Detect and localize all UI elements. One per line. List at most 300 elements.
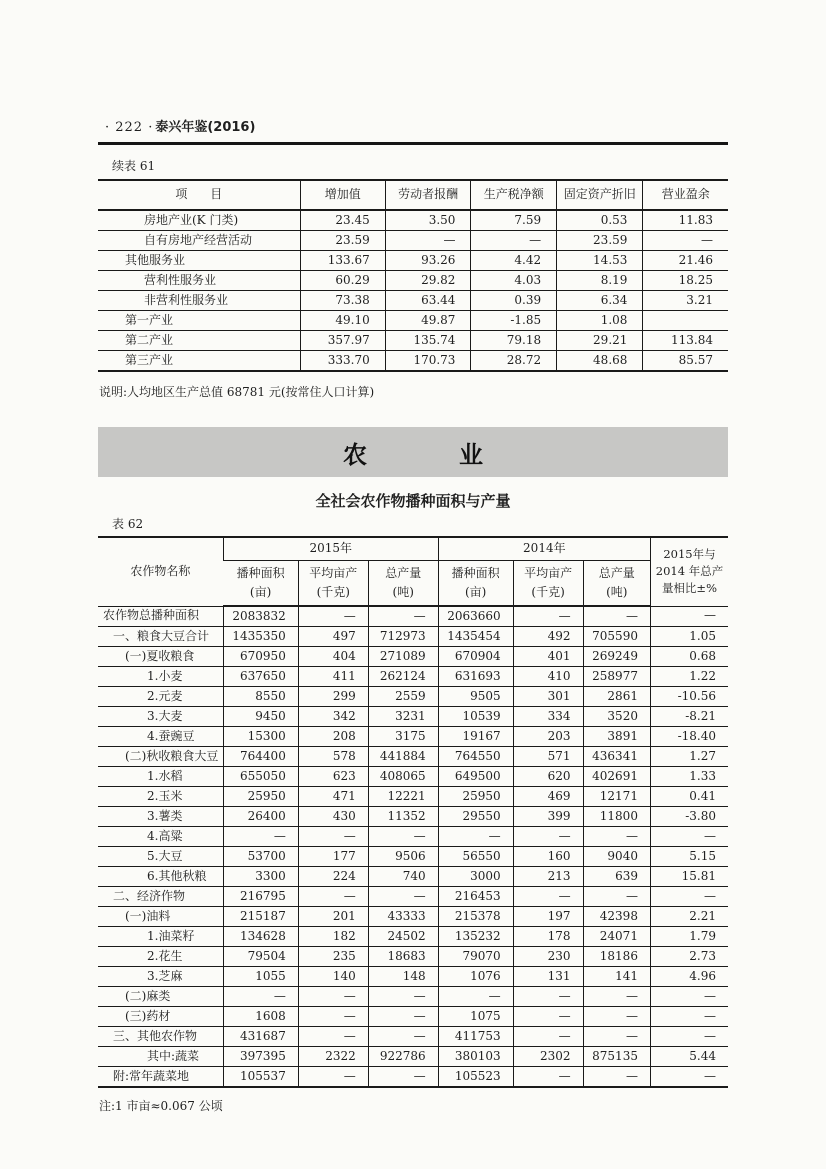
table-row xyxy=(98,251,728,271)
table-row xyxy=(98,667,728,687)
cell-value: 21.46 xyxy=(643,251,728,271)
cell-value: 1.79 xyxy=(650,927,728,947)
table-row xyxy=(98,927,728,947)
cell-value: 0.39 xyxy=(471,291,557,311)
row-label: 3.芝麻 xyxy=(98,967,223,987)
cell-value: — xyxy=(583,1067,650,1088)
cell-value: -1.85 xyxy=(471,311,557,331)
row-label: 房地产业(K 门类) xyxy=(98,210,300,231)
cell-value: 201 xyxy=(298,907,368,927)
cell-value: — xyxy=(223,987,298,1007)
cell-value: 3.50 xyxy=(385,210,471,231)
column-header-yield-2015 xyxy=(298,561,368,607)
cell-value: 235 xyxy=(298,947,368,967)
cell-value: 436341 xyxy=(583,747,650,767)
cell-value: 922786 xyxy=(368,1047,438,1067)
cell-value: 28.72 xyxy=(471,351,557,372)
row-label: 一、粮食大豆合计 xyxy=(98,627,223,647)
cell-value: 1435454 xyxy=(438,627,513,647)
header-rule xyxy=(98,142,728,145)
cell-value: — xyxy=(513,1007,583,1027)
table-row xyxy=(98,707,728,727)
cell-value: — xyxy=(471,231,557,251)
cell-value: 25950 xyxy=(223,787,298,807)
cell-value: -3.80 xyxy=(650,807,728,827)
table-row xyxy=(98,787,728,807)
cell-value: — xyxy=(298,987,368,1007)
cell-value: 2302 xyxy=(513,1047,583,1067)
header-unit: (千克) xyxy=(531,585,565,599)
table-62-crop-area-output xyxy=(98,536,728,1088)
cell-value: 215378 xyxy=(438,907,513,927)
column-header-depreciation: 固定资产折旧 xyxy=(557,180,643,210)
cell-value: 3520 xyxy=(583,707,650,727)
section-banner-agriculture xyxy=(98,427,728,477)
cell-value: 3300 xyxy=(223,867,298,887)
table-row xyxy=(98,351,728,372)
cell-value: 18683 xyxy=(368,947,438,967)
table-61-gdp-components xyxy=(98,179,728,372)
cell-value: 23.45 xyxy=(300,210,385,231)
cell-value: — xyxy=(513,827,583,847)
cell-value: — xyxy=(513,987,583,1007)
cell-value: 3891 xyxy=(583,727,650,747)
cell-value: — xyxy=(650,887,728,907)
cell-value: 712973 xyxy=(368,627,438,647)
table-row xyxy=(98,987,728,1007)
banner-char-left: 农 xyxy=(343,440,367,469)
cell-value: 213 xyxy=(513,867,583,887)
cell-value: 85.57 xyxy=(643,351,728,372)
cell-value: — xyxy=(298,1007,368,1027)
cell-value: — xyxy=(583,887,650,907)
header-unit: (吨) xyxy=(606,585,628,599)
page-number: · 222 · xyxy=(105,120,154,135)
table-row xyxy=(98,647,728,667)
cell-value: 105537 xyxy=(223,1067,298,1088)
cell-value: 12171 xyxy=(583,787,650,807)
column-header-item: 项 目 xyxy=(98,180,300,210)
cell-value: — xyxy=(298,1027,368,1047)
cell-value: 224 xyxy=(298,867,368,887)
cell-value: 79070 xyxy=(438,947,513,967)
cell-value: 4.03 xyxy=(471,271,557,291)
table-row xyxy=(98,627,728,647)
table-row xyxy=(98,331,728,351)
cell-value: -18.40 xyxy=(650,727,728,747)
cell-value: — xyxy=(583,1027,650,1047)
cell-value: 631693 xyxy=(438,667,513,687)
column-header-area-2015 xyxy=(223,561,298,607)
cell-value: 469 xyxy=(513,787,583,807)
cell-value: — xyxy=(650,987,728,1007)
cell-value: 431687 xyxy=(223,1027,298,1047)
cell-value: 11800 xyxy=(583,807,650,827)
cell-value: 131 xyxy=(513,967,583,987)
cell-value: 11.83 xyxy=(643,210,728,231)
header-line: 总产量 xyxy=(598,566,635,581)
table-row xyxy=(98,1027,728,1047)
cell-value: 23.59 xyxy=(557,231,643,251)
cell-value: — xyxy=(298,1067,368,1088)
cell-value: 269249 xyxy=(583,647,650,667)
table-row xyxy=(98,687,728,707)
cell-value: — xyxy=(368,987,438,1007)
cell-value: 215187 xyxy=(223,907,298,927)
page-content xyxy=(98,0,728,1114)
compare-line-1: 2015年与 xyxy=(663,546,716,561)
compare-line-2: 2014 年总产 xyxy=(655,564,724,579)
cell-value: 10539 xyxy=(438,707,513,727)
cell-value: 56550 xyxy=(438,847,513,867)
cell-value: 1.27 xyxy=(650,747,728,767)
cell-value: 1075 xyxy=(438,1007,513,1027)
cell-value: 93.26 xyxy=(385,251,471,271)
cell-value: 178 xyxy=(513,927,583,947)
cell-value: 2322 xyxy=(298,1047,368,1067)
header-line: 平均亩产 xyxy=(524,566,573,581)
cell-value: 299 xyxy=(298,687,368,707)
cell-value: -8.21 xyxy=(650,707,728,727)
cell-value: 404 xyxy=(298,647,368,667)
book-title: 泰兴年鉴(2016) xyxy=(155,120,256,135)
cell-value: 430 xyxy=(298,807,368,827)
cell-value: 170.73 xyxy=(385,351,471,372)
cell-value: 357.97 xyxy=(300,331,385,351)
cell-value: — xyxy=(513,1027,583,1047)
column-header-yield-2014 xyxy=(513,561,583,607)
table-row xyxy=(98,1007,728,1027)
cell-value: 578 xyxy=(298,747,368,767)
row-label: 三、其他农作物 xyxy=(98,1027,223,1047)
row-label: 农作物总播种面积 xyxy=(98,606,223,627)
cell-value: 8.19 xyxy=(557,271,643,291)
cell-value: 397395 xyxy=(223,1047,298,1067)
cell-value: 53700 xyxy=(223,847,298,867)
cell-value: 1055 xyxy=(223,967,298,987)
cell-value: 649500 xyxy=(438,767,513,787)
cell-value: 48.68 xyxy=(557,351,643,372)
table-row xyxy=(98,967,728,987)
page-header xyxy=(98,0,728,135)
cell-value: 334 xyxy=(513,707,583,727)
header-unit: (千克) xyxy=(316,585,350,599)
cell-value: 1.08 xyxy=(557,311,643,331)
row-label: 非营利性服务业 xyxy=(98,291,300,311)
cell-value: 1.33 xyxy=(650,767,728,787)
cell-value: 160 xyxy=(513,847,583,867)
cell-value: 380103 xyxy=(438,1047,513,1067)
header-line: 播种面积 xyxy=(451,566,500,581)
cell-value: 105523 xyxy=(438,1067,513,1088)
cell-value: 12221 xyxy=(368,787,438,807)
cell-value: 230 xyxy=(513,947,583,967)
column-header-net-tax: 生产税净额 xyxy=(471,180,557,210)
cell-value: — xyxy=(298,887,368,907)
cell-value: 134628 xyxy=(223,927,298,947)
table62-header-group-row xyxy=(98,537,728,561)
cell-value: 1076 xyxy=(438,967,513,987)
cell-value: 79.18 xyxy=(471,331,557,351)
cell-value: — xyxy=(513,1067,583,1088)
cell-value: 1608 xyxy=(223,1007,298,1027)
table-row xyxy=(98,271,728,291)
column-header-compare xyxy=(650,537,728,606)
cell-value: — xyxy=(650,1067,728,1088)
table62-title: 全社会农作物播种面积与产量 xyxy=(315,492,511,510)
table-row xyxy=(98,827,728,847)
cell-value: 15.81 xyxy=(650,867,728,887)
table-row xyxy=(98,727,728,747)
cell-value: — xyxy=(583,827,650,847)
cell-value: — xyxy=(368,1027,438,1047)
cell-value: 401 xyxy=(513,647,583,667)
cell-value: 402691 xyxy=(583,767,650,787)
banner-char-right: 业 xyxy=(459,440,483,469)
cell-value: 3175 xyxy=(368,727,438,747)
row-label: 6.其他秋粮 xyxy=(98,867,223,887)
column-group-2014: 2014年 xyxy=(438,537,650,561)
cell-value: 3000 xyxy=(438,867,513,887)
cell-value: — xyxy=(650,1007,728,1027)
cell-value: 1.22 xyxy=(650,667,728,687)
cell-value: — xyxy=(650,1027,728,1047)
compare-line-3: 量相比±% xyxy=(661,581,718,596)
cell-value: 262124 xyxy=(368,667,438,687)
cell-value: -10.56 xyxy=(650,687,728,707)
cell-value: 208 xyxy=(298,727,368,747)
cell-value: 23.59 xyxy=(300,231,385,251)
cell-value: 9040 xyxy=(583,847,650,867)
row-label: (二)秋收粮食大豆 xyxy=(98,747,223,767)
cell-value: 14.53 xyxy=(557,251,643,271)
row-label: 第二产业 xyxy=(98,331,300,351)
table-row xyxy=(98,1067,728,1088)
cell-value: — xyxy=(513,887,583,907)
header-line: 播种面积 xyxy=(236,566,285,581)
table-row xyxy=(98,311,728,331)
row-label: 5.大豆 xyxy=(98,847,223,867)
cell-value: 623 xyxy=(298,767,368,787)
cell-value: 9505 xyxy=(438,687,513,707)
cell-value: 5.44 xyxy=(650,1047,728,1067)
column-header-added-value: 增加值 xyxy=(300,180,385,210)
cell-value: 0.41 xyxy=(650,787,728,807)
row-label: (二)麻类 xyxy=(98,987,223,1007)
cell-value: 203 xyxy=(513,727,583,747)
cell-value: — xyxy=(368,1067,438,1088)
cell-value: 26400 xyxy=(223,807,298,827)
cell-value: — xyxy=(368,606,438,627)
row-label: 2.元麦 xyxy=(98,687,223,707)
cell-value: — xyxy=(368,827,438,847)
cell-value: 333.70 xyxy=(300,351,385,372)
column-header-surplus: 营业盈余 xyxy=(643,180,728,210)
cell-value: 639 xyxy=(583,867,650,887)
row-label: 第一产业 xyxy=(98,311,300,331)
cell-value: 875135 xyxy=(583,1047,650,1067)
cell-value: 49.10 xyxy=(300,311,385,331)
table-row xyxy=(98,291,728,311)
cell-value: 148 xyxy=(368,967,438,987)
header-unit: (吨) xyxy=(392,585,414,599)
cell-value: 135232 xyxy=(438,927,513,947)
cell-value: — xyxy=(583,606,650,627)
cell-value: 670950 xyxy=(223,647,298,667)
cell-value: 24071 xyxy=(583,927,650,947)
cell-value: 7.59 xyxy=(471,210,557,231)
cell-value: 2083832 xyxy=(223,606,298,627)
cell-value: — xyxy=(650,827,728,847)
cell-value: 2063660 xyxy=(438,606,513,627)
cell-value: 49.87 xyxy=(385,311,471,331)
cell-value: — xyxy=(643,231,728,251)
row-label: 第三产业 xyxy=(98,351,300,372)
cell-value: 670904 xyxy=(438,647,513,667)
cell-value: 2.21 xyxy=(650,907,728,927)
table-row xyxy=(98,210,728,231)
column-header-compensation: 劳动者报酬 xyxy=(385,180,471,210)
cell-value: 60.29 xyxy=(300,271,385,291)
header-line: 平均亩产 xyxy=(309,566,358,581)
column-group-2015: 2015年 xyxy=(223,537,438,561)
row-label: 1.油菜籽 xyxy=(98,927,223,947)
cell-value: 15300 xyxy=(223,727,298,747)
table-row xyxy=(98,807,728,827)
row-label: 2.玉米 xyxy=(98,787,223,807)
cell-value: — xyxy=(513,606,583,627)
cell-value: 6.34 xyxy=(557,291,643,311)
cell-value: 43333 xyxy=(368,907,438,927)
column-header-total-2014 xyxy=(583,561,650,607)
cell-value: 258977 xyxy=(583,667,650,687)
cell-value: 216453 xyxy=(438,887,513,907)
cell-value: — xyxy=(438,987,513,1007)
cell-value: 9450 xyxy=(223,707,298,727)
table61-header-row xyxy=(98,180,728,210)
row-label: 自有房地产经营活动 xyxy=(98,231,300,251)
cell-value: 5.15 xyxy=(650,847,728,867)
cell-value: — xyxy=(368,887,438,907)
cell-value: 24502 xyxy=(368,927,438,947)
table61-note: 说明:人均地区生产总值 68781 元(按常住人口计算) xyxy=(99,385,375,399)
table-row xyxy=(98,847,728,867)
cell-value: — xyxy=(583,987,650,1007)
cell-value: 141 xyxy=(583,967,650,987)
cell-value: 29.82 xyxy=(385,271,471,291)
cell-value: 620 xyxy=(513,767,583,787)
table61-label: 续表 61 xyxy=(112,159,156,173)
cell-value: — xyxy=(368,1007,438,1027)
column-header-area-2014 xyxy=(438,561,513,607)
row-label: 其中:蔬菜 xyxy=(98,1047,223,1067)
cell-value: 2559 xyxy=(368,687,438,707)
cell-value: — xyxy=(385,231,471,251)
cell-value: 63.44 xyxy=(385,291,471,311)
row-label: 3.大麦 xyxy=(98,707,223,727)
table-row xyxy=(98,231,728,251)
row-label: 4.高粱 xyxy=(98,827,223,847)
cell-value: 342 xyxy=(298,707,368,727)
cell-value: 113.84 xyxy=(643,331,728,351)
cell-value: — xyxy=(583,1007,650,1027)
table62-note: 注:1 市亩≈0.067 公顷 xyxy=(99,1099,223,1113)
cell-value: 19167 xyxy=(438,727,513,747)
header-unit: (亩) xyxy=(249,585,272,599)
row-label: (一)油料 xyxy=(98,907,223,927)
table-row xyxy=(98,867,728,887)
cell-value: 2861 xyxy=(583,687,650,707)
row-label: (一)夏收粮食 xyxy=(98,647,223,667)
cell-value: 740 xyxy=(368,867,438,887)
cell-value: 73.38 xyxy=(300,291,385,311)
cell-value: — xyxy=(438,827,513,847)
table-row xyxy=(98,947,728,967)
cell-value: 4.42 xyxy=(471,251,557,271)
cell-value: 177 xyxy=(298,847,368,867)
column-header-crop-name: 农作物名称 xyxy=(98,537,223,606)
table62-label: 表 62 xyxy=(112,517,144,531)
cell-value: 0.68 xyxy=(650,647,728,667)
table-row xyxy=(98,1047,728,1067)
cell-value: 655050 xyxy=(223,767,298,787)
cell-value: 216795 xyxy=(223,887,298,907)
cell-value: 0.53 xyxy=(557,210,643,231)
cell-value: 637650 xyxy=(223,667,298,687)
row-label: 其他服务业 xyxy=(98,251,300,271)
cell-value: 471 xyxy=(298,787,368,807)
cell-value: 197 xyxy=(513,907,583,927)
cell-value: 29550 xyxy=(438,807,513,827)
table-row xyxy=(98,747,728,767)
table-row xyxy=(98,907,728,927)
row-label: 营利性服务业 xyxy=(98,271,300,291)
row-label: 2.花生 xyxy=(98,947,223,967)
table-row xyxy=(98,887,728,907)
cell-value: 764550 xyxy=(438,747,513,767)
cell-value: 18.25 xyxy=(643,271,728,291)
cell-value: 1435350 xyxy=(223,627,298,647)
cell-value: 3.21 xyxy=(643,291,728,311)
cell-value: 182 xyxy=(298,927,368,947)
row-label: 4.蚕豌豆 xyxy=(98,727,223,747)
cell-value: 25950 xyxy=(438,787,513,807)
header-line: 总产量 xyxy=(385,566,422,581)
cell-value: — xyxy=(650,606,728,627)
row-label: 二、经济作物 xyxy=(98,887,223,907)
column-header-total-2015 xyxy=(368,561,438,607)
cell-value: 18186 xyxy=(583,947,650,967)
cell-value: 2.73 xyxy=(650,947,728,967)
cell-value: 411753 xyxy=(438,1027,513,1047)
cell-value: 135.74 xyxy=(385,331,471,351)
cell-value: 4.96 xyxy=(650,967,728,987)
cell-value: 492 xyxy=(513,627,583,647)
cell-value: 764400 xyxy=(223,747,298,767)
cell-value: 497 xyxy=(298,627,368,647)
cell-value: 140 xyxy=(298,967,368,987)
cell-value: 133.67 xyxy=(300,251,385,271)
cell-value: 11352 xyxy=(368,807,438,827)
cell-value: 571 xyxy=(513,747,583,767)
cell-value: 42398 xyxy=(583,907,650,927)
cell-value: 79504 xyxy=(223,947,298,967)
cell-value: 8550 xyxy=(223,687,298,707)
row-label: (三)药材 xyxy=(98,1007,223,1027)
cell-value: 411 xyxy=(298,667,368,687)
header-unit: (亩) xyxy=(464,585,487,599)
cell-value: 1.05 xyxy=(650,627,728,647)
